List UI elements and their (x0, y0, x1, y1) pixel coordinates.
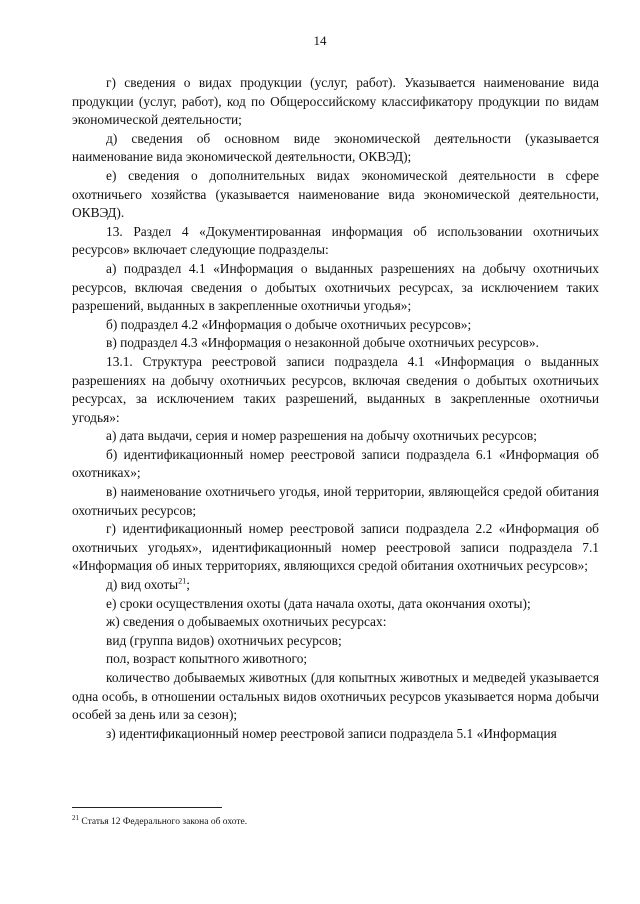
paragraph-g-products: г) сведения о видах продукции (услуг, работ). Указывается наименование вида продукции (услуг, работ), код по Общероссийскому классификатору продукции по видам экономической деятельности; (72, 75, 599, 128)
paragraph-v-hunting-ground-name: в) наименование охотничьего угодья, иной территории, являющейся средой обитания охотничьих ресурсов; (72, 484, 599, 518)
hunt-type-punctuation: ; (186, 577, 190, 593)
paragraph-quantity: количество добываемых животных (для копытных животных и медведей указывается одна особь, в отношении остальных видов охотничьих ресурсов указывается норма добычи особей за день или за сезон); (72, 670, 599, 723)
hunt-type-text: д) вид охоты (106, 577, 179, 593)
paragraph-z-record-id: з) идентификационный номер реестровой записи подраздела 5.1 «Информация (106, 725, 557, 741)
paragraph-d-hunt-type (72, 576, 599, 595)
footnote-number: 21 (72, 813, 79, 822)
paragraph-e-hunt-dates: е) сроки осуществления охоты (дата начала охоты, дата окончания охоты); (106, 595, 531, 611)
paragraph-sex-age: пол, возраст копытного животного; (106, 651, 308, 667)
footnote-text: Статья 12 Федерального закона об охоте. (79, 817, 248, 827)
body-text (72, 74, 599, 743)
paragraph-a-permit-date: а) дата выдачи, серия и номер разрешения на добычу охотничьих ресурсов; (106, 428, 537, 444)
paragraph-a-subsection-4-1: а) подраздел 4.1 «Информация о выданных разрешениях на добычу охотничьих ресурсов, включая сведения о добытых охотничьих ресурсах, за исключением таких разрешений, выданных в закрепленные охотничьи угодья»; (72, 260, 599, 314)
paragraph-b-subsection-4-2: б) подраздел 4.2 «Информация о добыче охотничьих ресурсов»; (106, 316, 472, 332)
paragraph-species: вид (группа видов) охотничьих ресурсов; (106, 632, 342, 648)
paragraph-13-section-4: 13. Раздел 4 «Документированная информация об использовании охотничьих ресурсов» включает следующие подразделы: (72, 223, 599, 258)
paragraph-v-subsection-4-3: в) подраздел 4.3 «Информация о незаконной добыче охотничьих ресурсов». (106, 335, 539, 351)
paragraph-zh-resources: ж) сведения о добываемых охотничьих ресурсах: (106, 614, 387, 630)
footnote-reference[interactable]: 21 (178, 576, 187, 586)
paragraph-g-ground-record-id: г) идентификационный номер реестровой записи подраздела 2.2 «Информация об охотничьих угодьях», идентификационный номер реестровой записи подраздела 7.1 «Информация об иных территориях, являющихся средой обитания охотничьих ресурсов»; (72, 521, 599, 574)
page-number: 14 (313, 33, 327, 48)
footnote (72, 813, 599, 828)
paragraph-d-main-activity: д) сведения об основном виде экономической деятельности (указывается наименование вида экономической деятельности, ОКВЭД); (72, 130, 599, 165)
footnote-divider (72, 807, 222, 808)
paragraph-e-additional-activity: е) сведения о дополнительных видах экономической деятельности в сфере охотничьего хозяйства (указывается наименование вида экономической деятельности, ОКВЭД). (72, 167, 599, 221)
paragraph-b-hunter-id: б) идентификационный номер реестровой записи подраздела 6.1 «Информация об охотниках»; (72, 446, 599, 481)
paragraph-13-1-structure: 13.1. Структура реестровой записи подраздела 4.1 «Информация о выданных разрешениях на добычу охотничьих ресурсов, включая сведения о добытых охотничьих ресурсах, за исключением таких разрешений, выданных в закрепленные охотничьи угодья»: (72, 353, 599, 425)
